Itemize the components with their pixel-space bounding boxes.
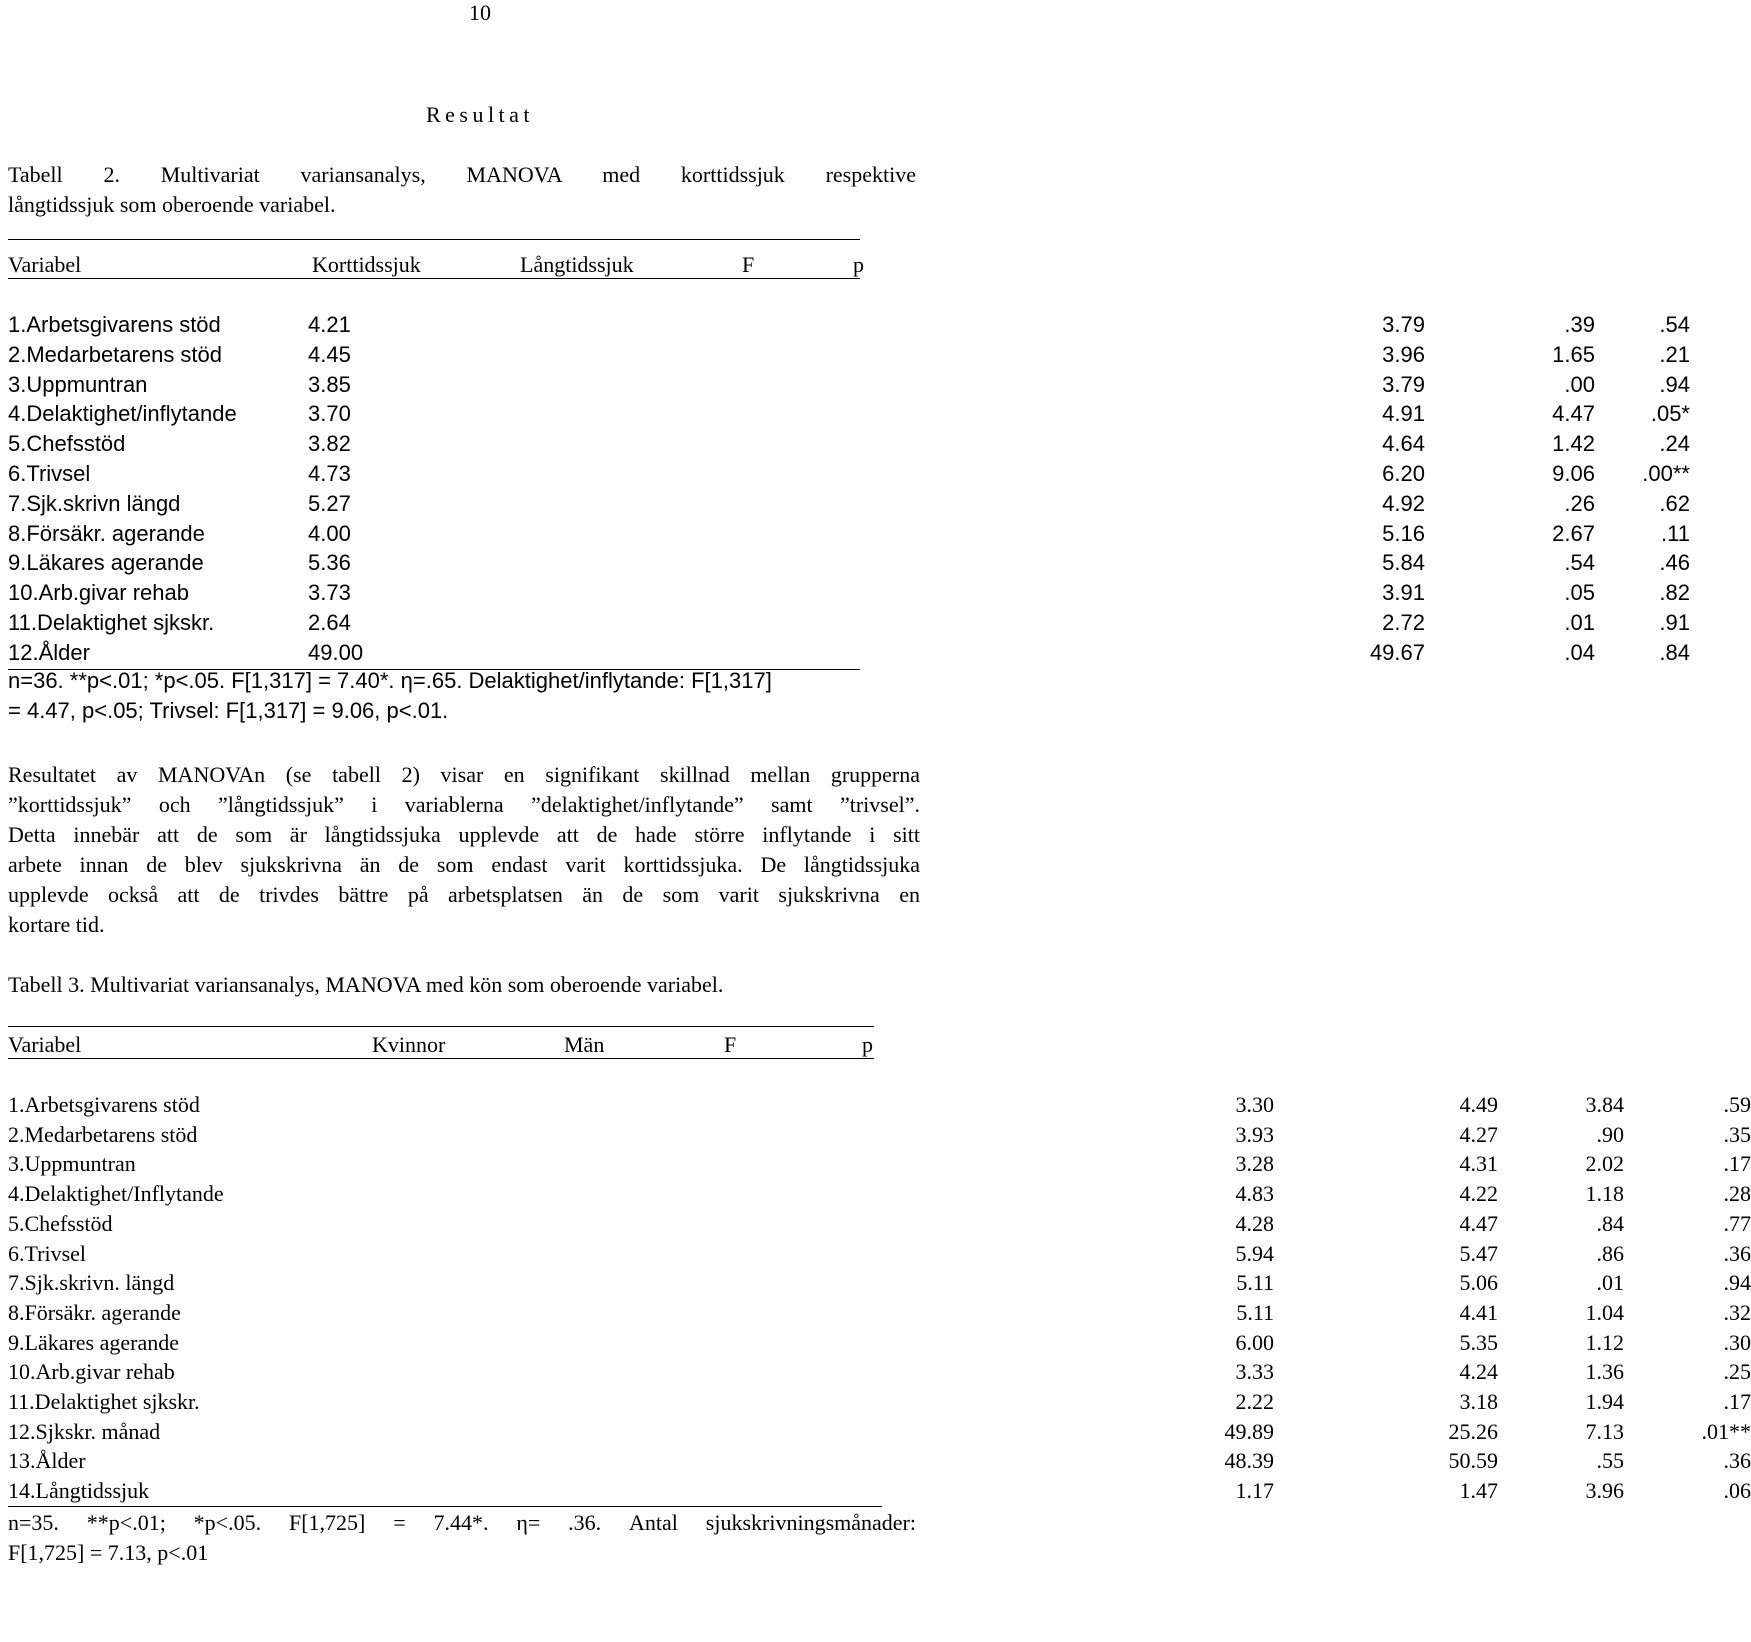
table-cell: .84 — [1596, 1210, 1624, 1236]
table-cell: .36 — [1723, 1240, 1751, 1266]
table-cell: 2.64 — [308, 610, 351, 635]
table-cell: .24 — [1659, 431, 1690, 457]
table-cell: 3.93 — [1235, 1121, 1274, 1147]
table-cell: 4.28 — [1235, 1210, 1274, 1236]
table-cell: 4.Delaktighet/inflytande — [8, 401, 237, 427]
table2-caption — [8, 160, 916, 220]
table-cell: .91 — [1659, 610, 1690, 635]
table-cell: 1.47 — [1459, 1478, 1498, 1504]
table-cell: 9.Läkares agerande — [8, 550, 204, 576]
table-row — [8, 340, 1690, 370]
table-cell: .01 — [1596, 1270, 1624, 1296]
section-heading: Resultat — [425, 102, 535, 127]
table-row — [8, 370, 1690, 400]
table-cell: 6.20 — [1382, 461, 1425, 486]
table-cell: .28 — [1723, 1181, 1751, 1207]
table-cell: 2.Medarbetarens stöd — [8, 341, 223, 367]
table-row — [8, 1120, 1751, 1150]
table-cell: 4.31 — [1459, 1151, 1498, 1177]
table-row — [8, 1387, 1751, 1417]
table-cell: .86 — [1596, 1240, 1624, 1266]
table-cell: 4.91 — [1382, 401, 1425, 427]
table-cell: 1.18 — [1585, 1181, 1624, 1207]
table-cell: 4.45 — [308, 341, 351, 367]
paragraph-line2: ”korttidssjuk” och ”långtidssjuk” i variablerna ”delaktighet/inflytande” samt ”trivsel”. — [8, 792, 920, 817]
table2-note-line1: n=36. **p<.01; *p<.05. F[1,317] = 7.40*. η=.65. Delaktighet/inflytande: F[1,317] — [8, 668, 772, 693]
table-row — [8, 578, 1690, 608]
table-cell: .00** — [1642, 461, 1690, 486]
table-cell: 7.Sjk.skrivn. längd — [8, 1270, 175, 1296]
table-cell: 25.26 — [1448, 1418, 1498, 1444]
table-cell: 3.79 — [1382, 312, 1425, 337]
table-cell: 3.79 — [1382, 371, 1425, 397]
table-cell: 5.27 — [308, 490, 351, 516]
table-cell: 4.Delaktighet/Inflytande — [8, 1181, 224, 1207]
table-cell: 4.47 — [1552, 401, 1595, 427]
table3-header-f: F — [724, 1032, 737, 1057]
table2-header-p: p — [853, 252, 864, 277]
table-cell: 4.41 — [1459, 1299, 1498, 1325]
table-cell: 6.Trivsel — [8, 1240, 87, 1266]
table-cell: 4.49 — [1459, 1092, 1498, 1117]
table-cell: 3.30 — [1235, 1092, 1274, 1117]
table-row — [8, 1090, 1751, 1120]
table-cell: 3.18 — [1459, 1389, 1498, 1414]
table-row — [8, 1268, 1751, 1298]
table-cell: 11.Delaktighet sjkskr. — [8, 610, 215, 635]
table-cell: 49.89 — [1224, 1418, 1274, 1444]
table-cell: 12.Sjkskr. månad — [8, 1418, 161, 1444]
table-cell: 50.59 — [1448, 1448, 1498, 1474]
table2-note — [8, 666, 920, 726]
table-cell: 4.73 — [308, 461, 351, 486]
table-row — [8, 1417, 1751, 1447]
table-row — [8, 1328, 1751, 1358]
table-cell: 5.Chefsstöd — [8, 431, 126, 457]
page-number: 10 — [469, 0, 491, 25]
table-cell: .84 — [1659, 639, 1690, 665]
table-cell: 5.36 — [308, 550, 351, 576]
table-cell: 3.Uppmuntran — [8, 371, 148, 397]
table-cell: 4.83 — [1235, 1181, 1274, 1207]
table-row — [8, 1149, 1751, 1179]
table-cell: 2.02 — [1585, 1151, 1624, 1177]
table-cell: 4.27 — [1459, 1121, 1498, 1147]
table3-header-variabel: Variabel — [8, 1032, 82, 1057]
table-cell: .30 — [1723, 1329, 1751, 1355]
table-cell: 3.73 — [308, 580, 351, 606]
table-row — [8, 1298, 1751, 1328]
table-cell: 1.65 — [1552, 341, 1595, 367]
table-row — [8, 459, 1690, 489]
table-cell: 6.Trivsel — [8, 461, 91, 486]
table-row — [8, 1476, 1751, 1506]
table-cell: .35 — [1723, 1121, 1751, 1147]
table-cell: 3.28 — [1235, 1151, 1274, 1177]
table-cell: 3.84 — [1585, 1092, 1624, 1117]
table-cell: 5.94 — [1235, 1240, 1274, 1266]
table-cell: 3.96 — [1382, 341, 1425, 367]
table-cell: .05 — [1564, 580, 1595, 606]
table-cell: 2.67 — [1552, 520, 1595, 546]
table3-header-rule — [8, 1058, 874, 1059]
table-cell: 48.39 — [1224, 1448, 1274, 1474]
table2-caption-line1: Tabell 2. Multivariat variansanalys, MANOVA med korttidssjuk respektive — [8, 162, 916, 187]
table-cell: .54 — [1659, 312, 1690, 337]
table-cell: 4.64 — [1382, 431, 1425, 457]
table-cell: .46 — [1659, 550, 1690, 576]
table-cell: .17 — [1723, 1389, 1751, 1414]
table-row — [8, 1209, 1751, 1239]
table-cell: 3.85 — [308, 371, 351, 397]
table-row — [8, 310, 1690, 340]
table2-header-f: F — [742, 252, 755, 277]
table-cell: .62 — [1659, 490, 1690, 516]
table-cell: 2.Medarbetarens stöd — [8, 1121, 198, 1147]
table-cell: 1.94 — [1585, 1389, 1624, 1414]
table-cell: 13.Ålder — [8, 1448, 86, 1474]
table2-header-row — [8, 250, 864, 280]
table3-top-rule — [8, 1026, 874, 1027]
table3-note-line1: n=35. **p<.01; *p<.05. F[1,725] = 7.44*. η= .36. Antal sjukskrivningsmånader: — [8, 1510, 916, 1535]
paragraph-line5: upplevde också att de trivdes bättre på arbetsplatsen än de som varit sjukskrivna en — [8, 882, 920, 907]
table3-note — [8, 1508, 916, 1568]
table-cell: .00 — [1564, 371, 1595, 397]
table3-note-line2: F[1,725] = 7.13, p<.01 — [8, 1540, 209, 1565]
table3-header-p: p — [862, 1032, 873, 1057]
paragraph-line3: Detta innebär att de som är långtidssjuka upplevde att de hade större inflytande i sitt — [8, 822, 920, 847]
table-row — [8, 1446, 1751, 1476]
table-cell: .11 — [1661, 520, 1690, 546]
table-cell: 7.Sjk.skrivn längd — [8, 490, 181, 516]
table-row — [8, 1239, 1751, 1269]
table-cell: 3.91 — [1382, 580, 1425, 606]
table-cell: 4.92 — [1382, 490, 1425, 516]
table3-bottom-rule — [8, 1506, 882, 1507]
table-cell: 8.Försäkr. agerande — [8, 1299, 181, 1325]
table-cell: .17 — [1723, 1151, 1751, 1177]
table-cell: 3.82 — [308, 431, 351, 457]
table-cell: .25 — [1723, 1359, 1751, 1385]
table3-caption — [8, 970, 916, 1000]
table-cell: 1.Arbetsgivarens stöd — [8, 312, 221, 337]
table-cell: .39 — [1564, 312, 1595, 337]
table2-header-langtidssjuk: Långtidssjuk — [520, 252, 634, 277]
table-cell: .55 — [1596, 1448, 1624, 1474]
table-cell: 5.11 — [1236, 1270, 1274, 1296]
table-row — [8, 489, 1690, 519]
table-cell: 7.13 — [1585, 1418, 1624, 1444]
table-cell: .21 — [1659, 341, 1690, 367]
table-cell: .77 — [1723, 1210, 1751, 1236]
table-cell: 2.22 — [1235, 1389, 1274, 1414]
table-cell: .32 — [1723, 1299, 1751, 1325]
table2-caption-line2: långtidssjuk som oberoende variabel. — [8, 192, 336, 217]
table2-top-rule — [8, 239, 860, 240]
results-paragraph — [8, 760, 920, 940]
table2-header-rule — [8, 278, 860, 279]
table-cell: .94 — [1723, 1270, 1751, 1296]
table-cell: 1.36 — [1585, 1359, 1624, 1385]
table2-note-line2: = 4.47, p<.05; Trivsel: F[1,317] = 9.06, p<.01. — [8, 698, 449, 723]
table2-header-korttidssjuk: Korttidssjuk — [312, 252, 421, 277]
table-row — [8, 608, 1690, 638]
table-cell: 1.04 — [1585, 1299, 1624, 1325]
table-cell: 1.17 — [1235, 1478, 1274, 1504]
table-cell: 2.72 — [1382, 610, 1425, 635]
table-row — [8, 1179, 1751, 1209]
table-row — [8, 548, 1690, 578]
table-cell: 1.42 — [1552, 431, 1595, 457]
table-cell: 3.33 — [1235, 1359, 1274, 1385]
table-cell: 11.Delaktighet sjkskr. — [8, 1389, 200, 1414]
table-cell: 6.00 — [1235, 1329, 1274, 1355]
table-cell: .26 — [1564, 490, 1595, 516]
paragraph-line4: arbete innan de blev sjukskrivna än de som endast varit korttidssjuka. De långtidssjuka — [8, 852, 920, 877]
table-cell: 5.Chefsstöd — [8, 1210, 113, 1236]
table-row — [8, 519, 1690, 549]
table-cell: .90 — [1596, 1121, 1624, 1147]
table3-header-row — [8, 1030, 874, 1060]
table3-header-kvinnor: Kvinnor — [372, 1032, 446, 1057]
table-cell: 12.Ålder — [8, 639, 90, 665]
table-cell: 5.84 — [1382, 550, 1425, 576]
table-cell: 1.Arbetsgivarens stöd — [8, 1092, 200, 1117]
table3-header-man: Män — [564, 1032, 605, 1057]
table-cell: 5.11 — [1236, 1299, 1274, 1325]
table-cell: 5.35 — [1459, 1329, 1498, 1355]
table2-header-variabel: Variabel — [8, 252, 82, 277]
table-cell: 4.22 — [1459, 1181, 1498, 1207]
table-cell: 3.96 — [1585, 1478, 1624, 1504]
table-cell: 1.12 — [1585, 1329, 1624, 1355]
paragraph-line1: Resultatet av MANOVAn (se tabell 2) visar en signifikant skillnad mellan grupperna — [8, 762, 920, 787]
paragraph-line6: kortare tid. — [8, 912, 105, 937]
table-cell: 8.Försäkr. agerande — [8, 520, 205, 546]
table-cell: .94 — [1659, 371, 1690, 397]
table-cell: 9.06 — [1552, 461, 1595, 486]
table-cell: 3.Uppmuntran — [8, 1151, 136, 1177]
table-cell: .04 — [1564, 639, 1595, 665]
table-cell: 5.06 — [1459, 1270, 1498, 1296]
table-cell: 5.47 — [1459, 1240, 1498, 1266]
table-cell: .06 — [1723, 1478, 1751, 1504]
table-cell: .01** — [1701, 1418, 1751, 1444]
table-cell: .05* — [1650, 401, 1690, 427]
table-cell: 49.67 — [1369, 639, 1425, 665]
table-cell: 10.Arb.givar rehab — [8, 1359, 175, 1385]
table-cell: 4.24 — [1459, 1359, 1498, 1385]
table-cell: 4.21 — [308, 312, 351, 337]
table-cell: 5.16 — [1382, 520, 1425, 546]
table-row — [8, 638, 1690, 668]
table-cell: .82 — [1659, 580, 1690, 606]
table-cell: .36 — [1723, 1448, 1751, 1474]
table3-caption-text: Tabell 3. Multivariat variansanalys, MANOVA med kön som oberoende variabel. — [8, 972, 724, 997]
table-row — [8, 1357, 1751, 1387]
table-row — [8, 429, 1690, 459]
table-cell: 4.47 — [1459, 1210, 1498, 1236]
table-cell: .01 — [1564, 610, 1595, 635]
table-cell: 10.Arb.givar rehab — [8, 580, 189, 606]
table-cell: 49.00 — [308, 639, 364, 665]
table-cell: 4.00 — [308, 520, 351, 546]
table-cell: 14.Långtidssjuk — [8, 1478, 150, 1504]
table-row — [8, 399, 1690, 429]
table-cell: 3.70 — [308, 401, 351, 427]
table-cell: 9.Läkares agerande — [8, 1329, 180, 1355]
table-cell: .54 — [1564, 550, 1595, 576]
table-cell: .59 — [1723, 1092, 1751, 1117]
